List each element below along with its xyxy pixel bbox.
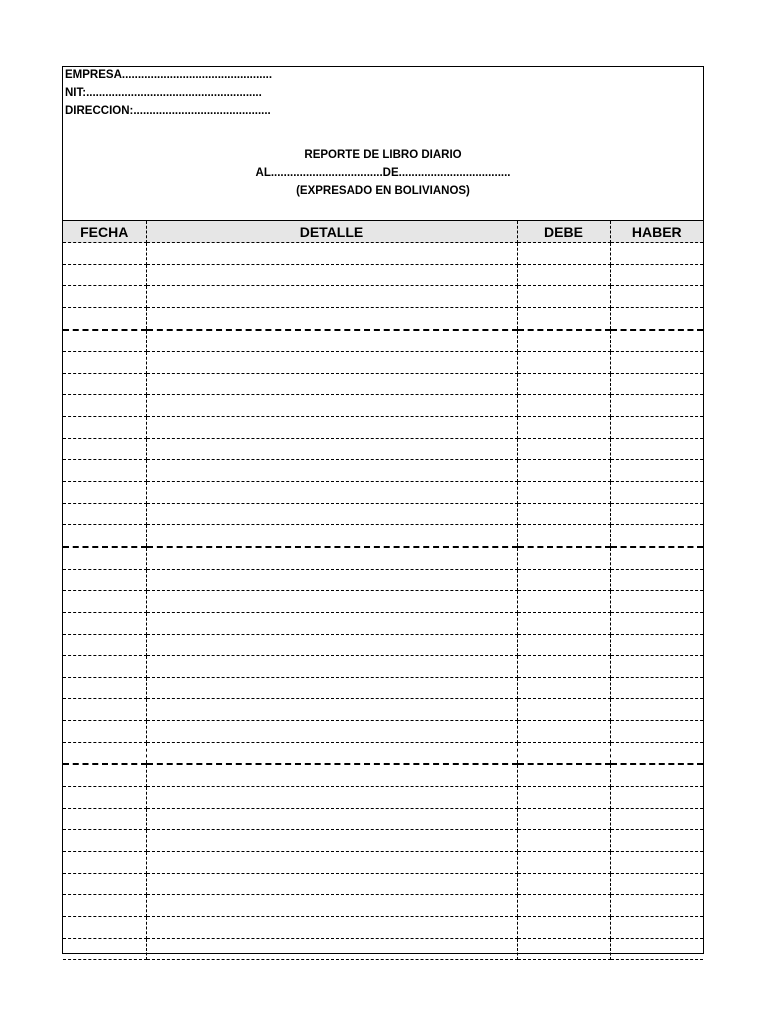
- cell-haber[interactable]: [610, 612, 703, 634]
- cell-detalle[interactable]: [146, 243, 517, 265]
- cell-haber[interactable]: [610, 742, 703, 764]
- cell-debe[interactable]: [517, 438, 610, 460]
- cell-debe[interactable]: [517, 677, 610, 699]
- table-row: [63, 547, 703, 569]
- cell-haber[interactable]: [610, 525, 703, 547]
- cell-debe[interactable]: [517, 417, 610, 439]
- cell-debe[interactable]: [517, 503, 610, 525]
- cell-fecha[interactable]: [63, 264, 146, 286]
- cell-fecha[interactable]: [63, 395, 146, 417]
- cell-fecha[interactable]: [63, 373, 146, 395]
- cell-fecha[interactable]: [63, 330, 146, 352]
- cell-debe[interactable]: [517, 547, 610, 569]
- cell-fecha[interactable]: [63, 634, 146, 656]
- table-row: [63, 938, 703, 960]
- cell-fecha[interactable]: [63, 764, 146, 786]
- cell-debe[interactable]: [517, 330, 610, 352]
- cell-haber[interactable]: [610, 482, 703, 504]
- cell-debe[interactable]: [517, 612, 610, 634]
- table-row: [63, 830, 703, 852]
- cell-detalle[interactable]: [146, 699, 517, 721]
- table-row: [63, 895, 703, 917]
- table-row: [63, 808, 703, 830]
- cell-detalle[interactable]: [146, 547, 517, 569]
- cell-debe[interactable]: [517, 916, 610, 938]
- cell-detalle[interactable]: [146, 830, 517, 852]
- table-row: [63, 634, 703, 656]
- table-row: [63, 438, 703, 460]
- cell-fecha[interactable]: [63, 830, 146, 852]
- cell-debe[interactable]: [517, 634, 610, 656]
- cell-detalle[interactable]: [146, 721, 517, 743]
- cell-haber[interactable]: [610, 330, 703, 352]
- cell-haber[interactable]: [610, 808, 703, 830]
- cell-fecha[interactable]: [63, 851, 146, 873]
- table-row: [63, 460, 703, 482]
- cell-haber[interactable]: [610, 373, 703, 395]
- cell-haber[interactable]: [610, 438, 703, 460]
- cell-haber[interactable]: [610, 916, 703, 938]
- cell-fecha[interactable]: [63, 460, 146, 482]
- cell-detalle[interactable]: [146, 307, 517, 329]
- cell-detalle[interactable]: [146, 742, 517, 764]
- cell-debe[interactable]: [517, 286, 610, 308]
- cell-haber[interactable]: [610, 264, 703, 286]
- cell-debe[interactable]: [517, 373, 610, 395]
- table-row: [63, 656, 703, 678]
- cell-debe[interactable]: [517, 395, 610, 417]
- column-header-debe: DEBE: [517, 221, 610, 243]
- cell-haber[interactable]: [610, 699, 703, 721]
- cell-fecha[interactable]: [63, 417, 146, 439]
- cell-debe[interactable]: [517, 591, 610, 613]
- cell-fecha[interactable]: [63, 307, 146, 329]
- table-row: [63, 873, 703, 895]
- table-row: [63, 330, 703, 352]
- cell-haber[interactable]: [610, 243, 703, 265]
- table-row: [63, 591, 703, 613]
- table-row: [63, 721, 703, 743]
- table-row: [63, 787, 703, 809]
- table-row: [63, 395, 703, 417]
- cell-detalle[interactable]: [146, 873, 517, 895]
- cell-fecha[interactable]: [63, 721, 146, 743]
- column-header-haber: HABER: [610, 221, 703, 243]
- cell-detalle[interactable]: [146, 569, 517, 591]
- table-row: [63, 916, 703, 938]
- table-row: [63, 307, 703, 329]
- cell-haber[interactable]: [610, 787, 703, 809]
- cell-detalle[interactable]: [146, 525, 517, 547]
- table-row: [63, 612, 703, 634]
- cell-detalle[interactable]: [146, 373, 517, 395]
- cell-fecha[interactable]: [63, 503, 146, 525]
- cell-debe[interactable]: [517, 482, 610, 504]
- cell-fecha[interactable]: [63, 677, 146, 699]
- cell-fecha[interactable]: [63, 916, 146, 938]
- cell-detalle[interactable]: [146, 916, 517, 938]
- cell-haber[interactable]: [610, 938, 703, 960]
- cell-debe[interactable]: [517, 460, 610, 482]
- ledger-table: [63, 220, 703, 960]
- cell-debe[interactable]: [517, 787, 610, 809]
- cell-detalle[interactable]: [146, 677, 517, 699]
- cell-haber[interactable]: [610, 830, 703, 852]
- cell-detalle[interactable]: [146, 286, 517, 308]
- cell-detalle[interactable]: [146, 330, 517, 352]
- table-row: [63, 699, 703, 721]
- cell-haber[interactable]: [610, 851, 703, 873]
- cell-fecha[interactable]: [63, 547, 146, 569]
- cell-fecha[interactable]: [63, 742, 146, 764]
- cell-haber[interactable]: [610, 307, 703, 329]
- cell-haber[interactable]: [610, 395, 703, 417]
- cell-haber[interactable]: [610, 569, 703, 591]
- cell-detalle[interactable]: [146, 482, 517, 504]
- table-row: [63, 482, 703, 504]
- cell-fecha[interactable]: [63, 525, 146, 547]
- currency-note: (EXPRESADO EN BOLIVIANOS): [296, 185, 470, 197]
- table-row: [63, 373, 703, 395]
- nit-field: NIT:.......................................................: [65, 87, 262, 99]
- cell-debe[interactable]: [517, 307, 610, 329]
- cell-debe[interactable]: [517, 243, 610, 265]
- cell-haber[interactable]: [610, 503, 703, 525]
- table-row: [63, 286, 703, 308]
- cell-debe[interactable]: [517, 352, 610, 374]
- cell-debe[interactable]: [517, 721, 610, 743]
- cell-debe[interactable]: [517, 764, 610, 786]
- cell-debe[interactable]: [517, 699, 610, 721]
- cell-detalle[interactable]: [146, 460, 517, 482]
- cell-haber[interactable]: [610, 460, 703, 482]
- cell-detalle[interactable]: [146, 438, 517, 460]
- cell-debe[interactable]: [517, 938, 610, 960]
- column-header-fecha: FECHA: [63, 221, 146, 243]
- table-row: [63, 851, 703, 873]
- table-row: [63, 243, 703, 265]
- cell-detalle[interactable]: [146, 764, 517, 786]
- cell-fecha[interactable]: [63, 438, 146, 460]
- table-row: [63, 352, 703, 374]
- cell-fecha[interactable]: [63, 243, 146, 265]
- cell-detalle[interactable]: [146, 591, 517, 613]
- table-row: [63, 503, 703, 525]
- cell-fecha[interactable]: [63, 569, 146, 591]
- table-row: [63, 764, 703, 786]
- cell-haber[interactable]: [610, 634, 703, 656]
- cell-haber[interactable]: [610, 656, 703, 678]
- cell-detalle[interactable]: [146, 656, 517, 678]
- table-row: [63, 569, 703, 591]
- cell-haber[interactable]: [610, 547, 703, 569]
- cell-fecha[interactable]: [63, 352, 146, 374]
- cell-detalle[interactable]: [146, 938, 517, 960]
- address-field: DIRECCION:...........................................: [65, 105, 271, 117]
- table-row: [63, 677, 703, 699]
- cell-fecha[interactable]: [63, 286, 146, 308]
- cell-haber[interactable]: [610, 895, 703, 917]
- table-row: [63, 264, 703, 286]
- cell-haber[interactable]: [610, 352, 703, 374]
- cell-debe[interactable]: [517, 525, 610, 547]
- report-title: REPORTE DE LIBRO DIARIO: [304, 149, 462, 161]
- table-row: [63, 417, 703, 439]
- cell-fecha[interactable]: [63, 699, 146, 721]
- cell-debe[interactable]: [517, 873, 610, 895]
- cell-detalle[interactable]: [146, 787, 517, 809]
- column-header-detalle: DETALLE: [146, 221, 517, 243]
- company-field: EMPRESA...............................................: [65, 69, 273, 81]
- cell-fecha[interactable]: [63, 895, 146, 917]
- cell-haber[interactable]: [610, 721, 703, 743]
- cell-debe[interactable]: [517, 808, 610, 830]
- cell-detalle[interactable]: [146, 851, 517, 873]
- cell-debe[interactable]: [517, 851, 610, 873]
- cell-fecha[interactable]: [63, 591, 146, 613]
- ledger-body: [63, 243, 703, 960]
- cell-debe[interactable]: [517, 742, 610, 764]
- cell-debe[interactable]: [517, 656, 610, 678]
- cell-haber[interactable]: [610, 417, 703, 439]
- cell-fecha[interactable]: [63, 482, 146, 504]
- cell-detalle[interactable]: [146, 895, 517, 917]
- cell-fecha[interactable]: [63, 873, 146, 895]
- cell-detalle[interactable]: [146, 395, 517, 417]
- cell-detalle[interactable]: [146, 808, 517, 830]
- cell-detalle[interactable]: [146, 634, 517, 656]
- cell-debe[interactable]: [517, 569, 610, 591]
- cell-haber[interactable]: [610, 873, 703, 895]
- cell-fecha[interactable]: [63, 656, 146, 678]
- date-range-line: AL...................................DE...................................: [255, 167, 511, 179]
- ledger-sheet: [62, 66, 704, 954]
- cell-haber[interactable]: [610, 764, 703, 786]
- cell-debe[interactable]: [517, 264, 610, 286]
- cell-detalle[interactable]: [146, 612, 517, 634]
- cell-fecha[interactable]: [63, 938, 146, 960]
- cell-haber[interactable]: [610, 591, 703, 613]
- cell-fecha[interactable]: [63, 808, 146, 830]
- cell-detalle[interactable]: [146, 352, 517, 374]
- cell-detalle[interactable]: [146, 503, 517, 525]
- table-header-row: [63, 221, 703, 243]
- table-row: [63, 525, 703, 547]
- cell-haber[interactable]: [610, 677, 703, 699]
- table-row: [63, 742, 703, 764]
- cell-haber[interactable]: [610, 286, 703, 308]
- cell-fecha[interactable]: [63, 787, 146, 809]
- cell-detalle[interactable]: [146, 417, 517, 439]
- cell-detalle[interactable]: [146, 264, 517, 286]
- cell-debe[interactable]: [517, 895, 610, 917]
- cell-fecha[interactable]: [63, 612, 146, 634]
- cell-debe[interactable]: [517, 830, 610, 852]
